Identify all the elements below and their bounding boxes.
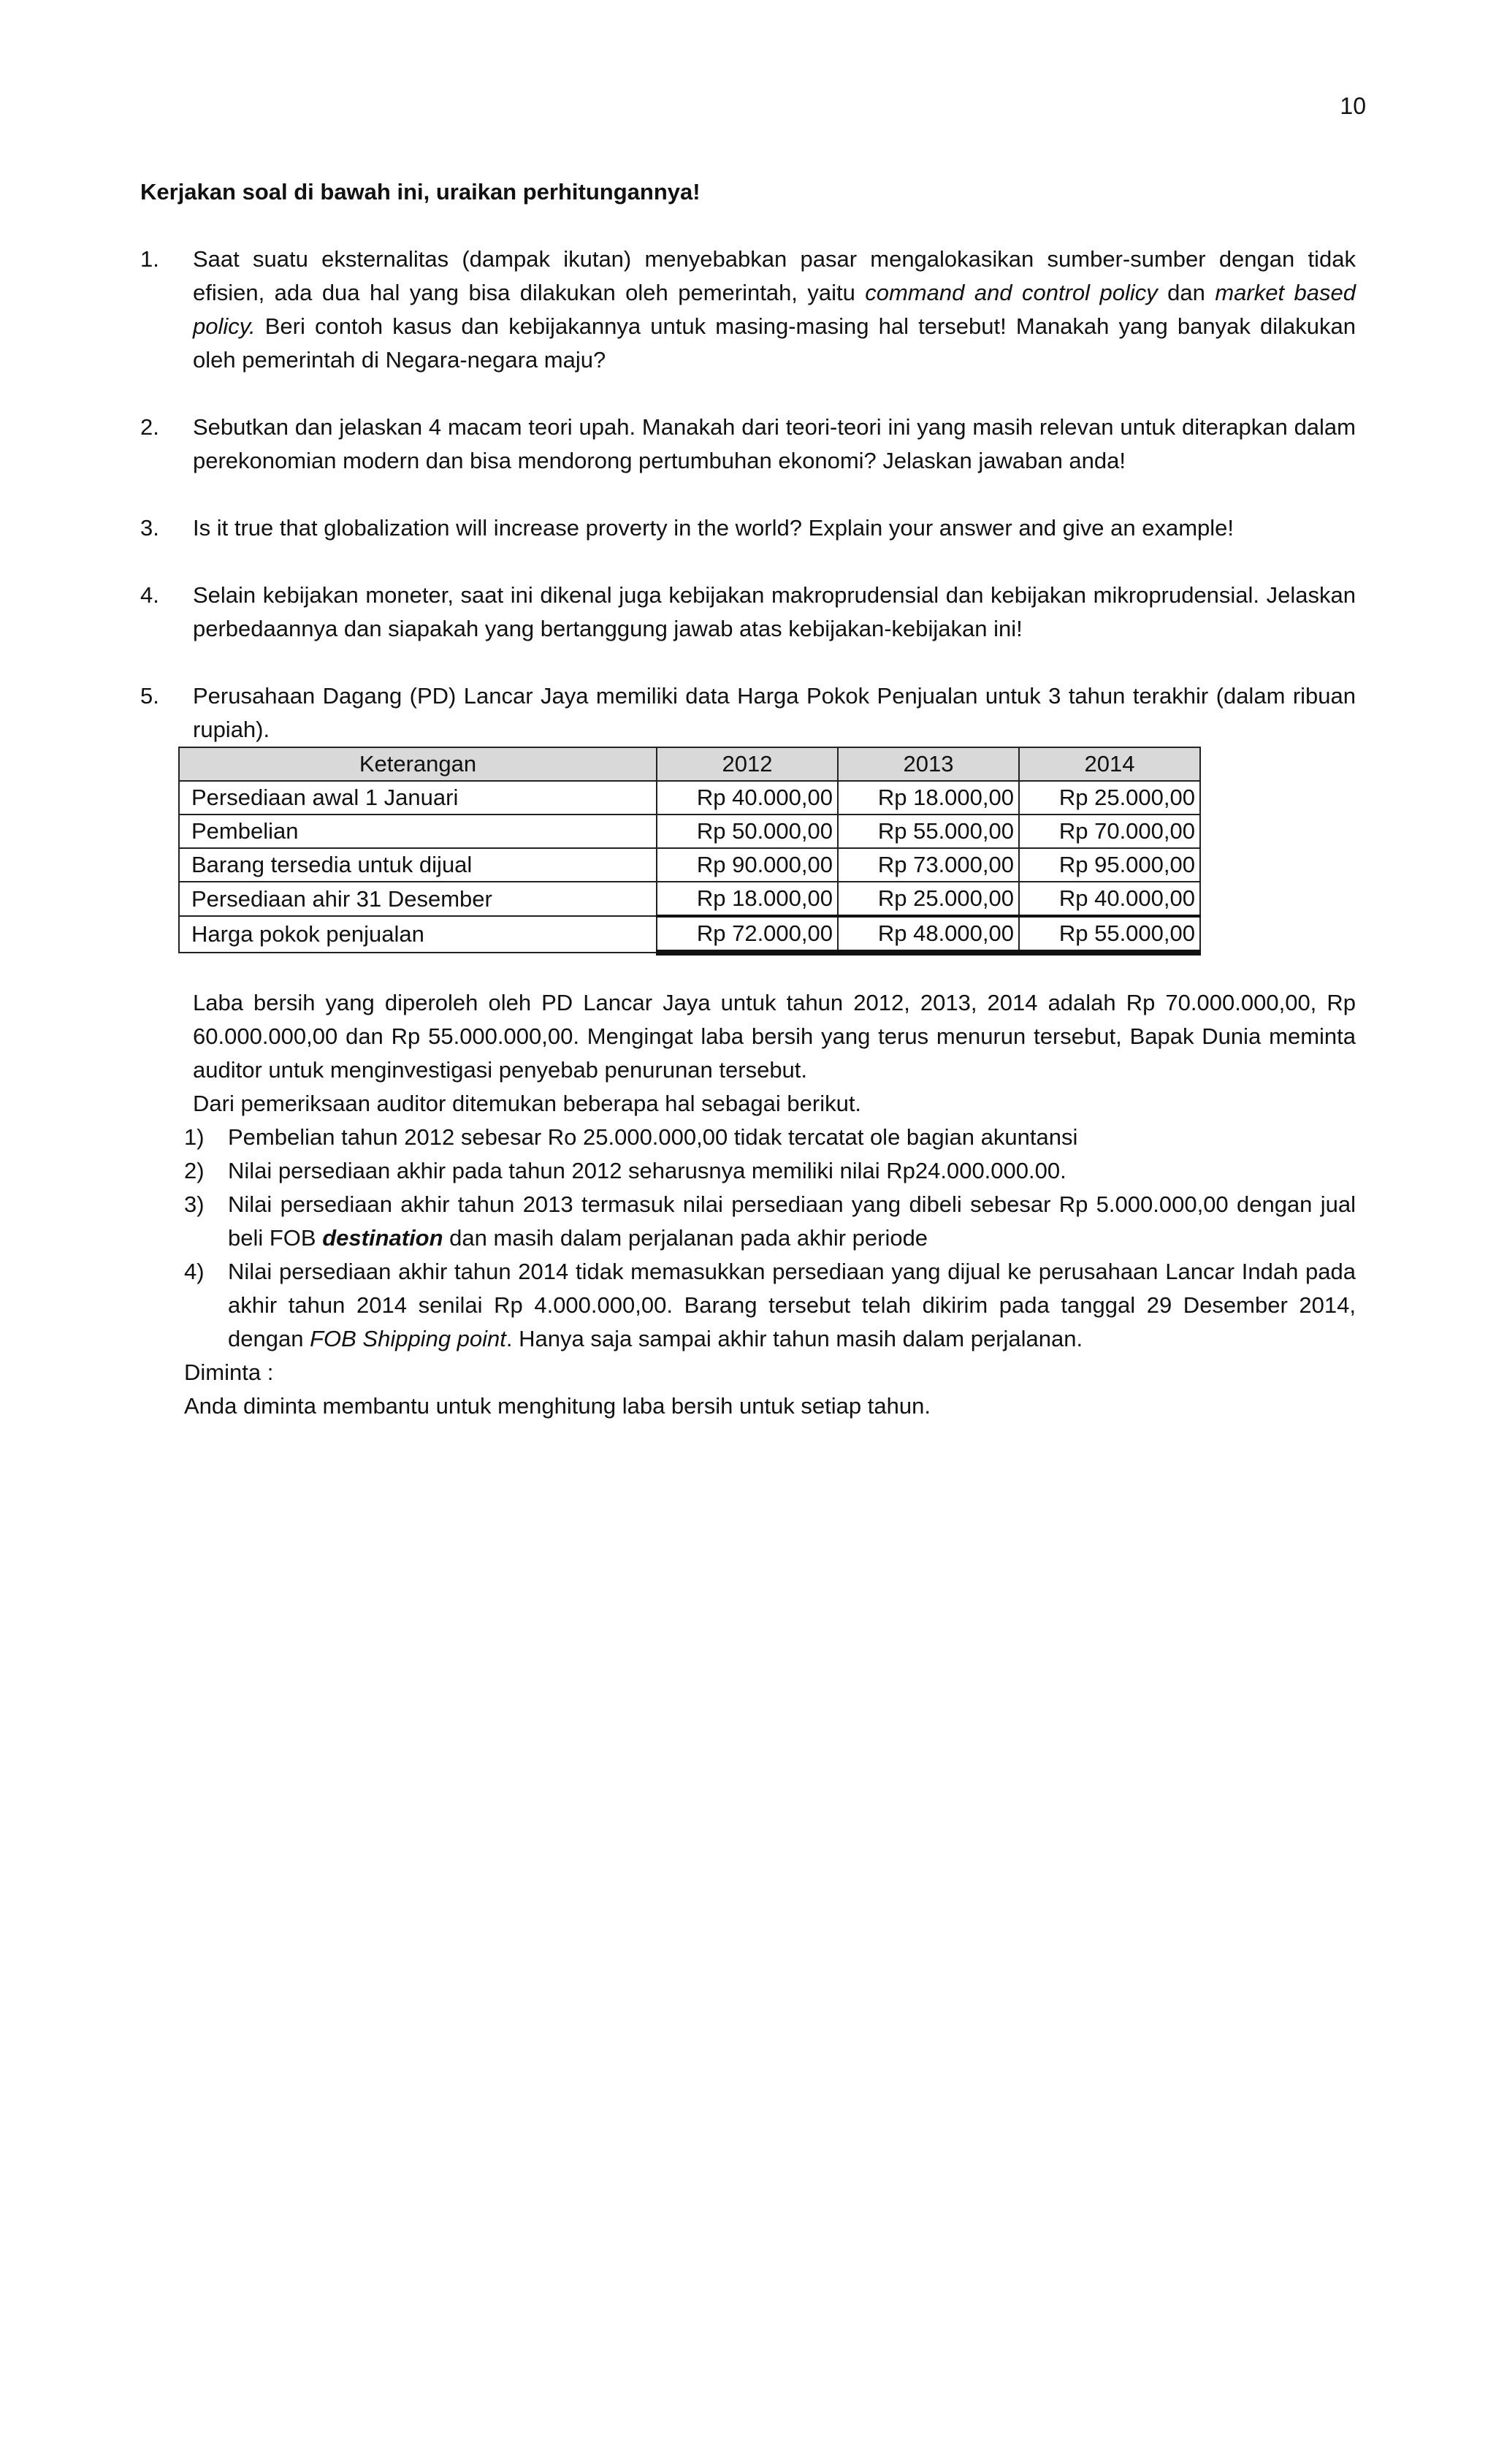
italic-term: FOB Shipping point xyxy=(310,1326,506,1351)
table-row-total xyxy=(179,916,1200,953)
finding-item xyxy=(184,1121,1356,1154)
table-cell: Rp 25.000,00 xyxy=(1019,781,1200,815)
text-run: Nilai persediaan akhir tahun 2013 termasuk nilai persediaan yang dibeli sebesar Rp 5.000.000,00 dengan jual beli FOB xyxy=(228,1191,1356,1251)
table-row xyxy=(179,815,1200,848)
table-row xyxy=(179,848,1200,882)
finding-item xyxy=(184,1154,1356,1188)
question-text: Perusahaan Dagang (PD) Lancar Jaya memiliki data Harga Pokok Penjualan untuk 3 tahun terakhir (dalam ribuan rupiah). xyxy=(193,683,1356,742)
document-content xyxy=(140,175,1356,1423)
finding-item xyxy=(184,1188,1356,1255)
question-2 xyxy=(140,411,1356,478)
table-header-row xyxy=(179,747,1200,781)
finding-number: 1) xyxy=(184,1124,205,1150)
instruction-heading: Kerjakan soal di bawah ini, uraikan perhitungannya! xyxy=(140,179,701,205)
finding-text: Pembelian tahun 2012 sebesar Ro 25.000.000,00 tidak tercatat ole bagian akuntansi xyxy=(228,1124,1078,1150)
table-cell: Rp 72.000,00 xyxy=(657,916,838,953)
question-number: 2. xyxy=(140,414,159,440)
table-cell: Rp 70.000,00 xyxy=(1019,815,1200,848)
italic-term: market based policy. xyxy=(193,280,1356,339)
table-cell: Rp 95.000,00 xyxy=(1019,848,1200,882)
finding-number: 2) xyxy=(184,1158,205,1183)
column-header: 2014 xyxy=(1019,747,1200,781)
cost-of-goods-sold-table xyxy=(178,747,1201,956)
text-run: Nilai persediaan akhir tahun 2014 tidak memasukkan persediaan yang dijual ke perusahaan Lancar Indah pada akhir tahun 2014 senilai Rp 4.000.000,00. Barang tersebut telah dikirim pada tanggal 29 Desember 2014, dengan xyxy=(228,1259,1356,1351)
question-number: 4. xyxy=(140,582,159,608)
table-cell: Pembelian xyxy=(179,815,657,848)
finding-text: Nilai persediaan akhir pada tahun 2012 seharusnya memiliki nilai Rp24.000.000.00. xyxy=(228,1158,1066,1183)
page-number: 10 xyxy=(1340,93,1366,119)
question-5 xyxy=(140,679,1356,747)
case-description xyxy=(140,986,1356,1423)
table-cell: Persediaan awal 1 Januari xyxy=(179,781,657,815)
text-run: Beri contoh kasus dan kebijakannya untuk masing-masing hal tersebut! Manakah yang banyak dilakukan oleh pemerintah di Negara-negara maju? xyxy=(193,313,1356,373)
finding-text xyxy=(228,1255,1356,1356)
diminta-label: Diminta : xyxy=(184,1359,274,1385)
question-text: Sebutkan dan jelaskan 4 macam teori upah. Manakah dari teori-teori ini yang masih relevan untuk diterapkan dalam perekonomian modern dan bisa mendorong pertumbuhan ekonomi? Jelaskan jawaban anda! xyxy=(193,414,1356,473)
table-cell: Rp 40.000,00 xyxy=(1019,882,1200,916)
finding-item xyxy=(184,1255,1356,1356)
table-cell: Rp 18.000,00 xyxy=(657,882,838,916)
finding-text xyxy=(228,1188,1356,1255)
table-cell: Rp 25.000,00 xyxy=(838,882,1019,916)
question-3 xyxy=(140,511,1356,545)
column-header: 2012 xyxy=(657,747,838,781)
text-run: . Hanya saja sampai akhir tahun masih dalam perjalanan. xyxy=(505,1326,1083,1351)
task-text: Anda diminta membantu untuk menghitung laba bersih untuk setiap tahun. xyxy=(184,1393,931,1419)
text-run: dan xyxy=(1157,280,1216,305)
text-run: Saat suatu eksternalitas (dampak ikutan) menyebabkan pasar mengalokasikan sumber-sumber dengan tidak efisien, ada dua hal yang bisa dilakukan oleh pemerintah, yaitu xyxy=(193,246,1356,305)
table-cell: Rp 40.000,00 xyxy=(657,781,838,815)
column-header: Keterangan xyxy=(179,747,657,781)
question-1 xyxy=(140,243,1356,377)
italic-term: command and control policy xyxy=(865,280,1158,305)
table-row xyxy=(179,781,1200,815)
table-cell: Rp 55.000,00 xyxy=(1019,916,1200,953)
question-number: 3. xyxy=(140,515,159,541)
table-cell: Rp 18.000,00 xyxy=(838,781,1019,815)
finding-number: 4) xyxy=(184,1259,205,1284)
table-cell: Harga pokok penjualan xyxy=(179,916,657,953)
text-run: dan masih dalam perjalanan pada akhir periode xyxy=(443,1225,928,1251)
table-cell: Rp 90.000,00 xyxy=(657,848,838,882)
question-text xyxy=(193,243,1356,377)
question-number: 5. xyxy=(140,683,159,709)
finding-number: 3) xyxy=(184,1191,205,1217)
question-number: 1. xyxy=(140,246,159,272)
paragraph: Dari pemeriksaan auditor ditemukan beberapa hal sebagai berikut. xyxy=(193,1091,862,1116)
question-4 xyxy=(140,579,1356,646)
table-cell: Persediaan ahir 31 Desember xyxy=(179,882,657,916)
table-cell: Rp 73.000,00 xyxy=(838,848,1019,882)
question-text: Selain kebijakan moneter, saat ini dikenal juga kebijakan makroprudensial dan kebijakan mikroprudensial. Jelaskan perbedaannya dan siapakah yang bertanggung jawab atas kebijakan-kebijakan ini! xyxy=(193,582,1356,641)
paragraph: Laba bersih yang diperoleh oleh PD Lancar Jaya untuk tahun 2012, 2013, 2014 adalah Rp 70.000.000,00, Rp 60.000.000,00 dan Rp 55.000.000,00. Mengingat laba bersih yang terus menurun tersebut, Bapak Dunia meminta auditor untuk menginvestigasi penyebab penurunan tersebut. xyxy=(193,990,1356,1083)
column-header: 2013 xyxy=(838,747,1019,781)
table-cell: Rp 50.000,00 xyxy=(657,815,838,848)
bold-italic-term: destination xyxy=(322,1225,443,1251)
table-cell: Rp 55.000,00 xyxy=(838,815,1019,848)
table-cell: Rp 48.000,00 xyxy=(838,916,1019,953)
question-text: Is it true that globalization will increase proverty in the world? Explain your answer and give an example! xyxy=(193,515,1234,541)
table-cell: Barang tersedia untuk dijual xyxy=(179,848,657,882)
table-row xyxy=(179,882,1200,916)
